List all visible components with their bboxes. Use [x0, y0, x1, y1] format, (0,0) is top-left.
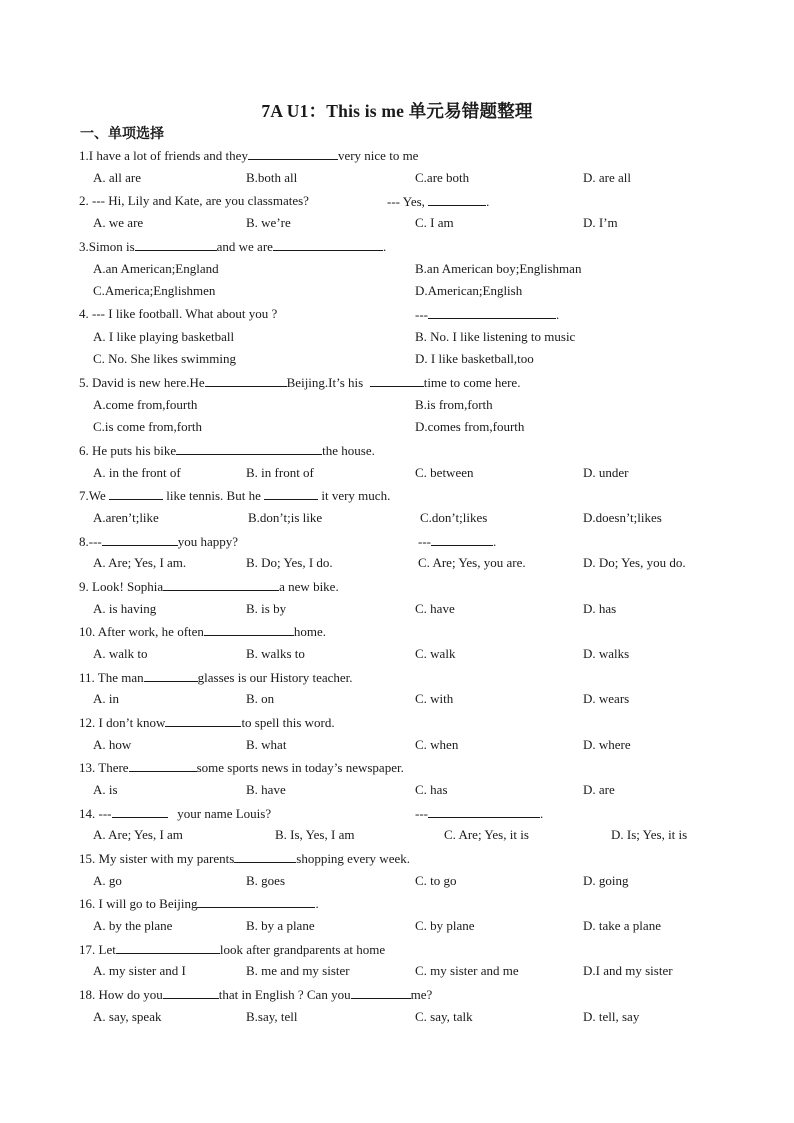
- answer-prefix: ---: [418, 534, 431, 549]
- answer-line: [418, 533, 496, 550]
- question-text: it very much.: [321, 488, 391, 503]
- question-text: 2. --- Hi, Lily and Kate, are you classmates?: [79, 193, 309, 208]
- answer-blank: [351, 986, 411, 999]
- question-text: to spell this word.: [241, 715, 335, 730]
- question-text: 13. There: [79, 760, 129, 775]
- answer-prefix: ---: [415, 806, 428, 821]
- section-heading: 一、单项选择: [80, 126, 164, 142]
- question-text: the house.: [322, 443, 375, 458]
- option-c: C. Are; Yes, you are.: [418, 555, 526, 570]
- answer-line: [415, 805, 543, 822]
- option-c: C. walk: [415, 646, 456, 661]
- question-text: some sports news in today’s newspaper.: [196, 760, 404, 775]
- question-text: 9. Look! Sophia: [79, 579, 164, 594]
- option-a: A. Are; Yes, I am: [93, 827, 183, 842]
- question-text: 18. How do you: [79, 987, 163, 1002]
- option-c: C. say, talk: [415, 1009, 473, 1024]
- question-text: 5. David is new here.He: [79, 375, 205, 390]
- option-d: D. Is; Yes, it is: [611, 827, 688, 842]
- question-text: time to come here.: [423, 375, 521, 390]
- answer-blank: [116, 941, 220, 954]
- question-text: 1.I have a lot of friends and they: [79, 148, 248, 163]
- answer-blank: [176, 442, 322, 455]
- answer-blank: [129, 759, 197, 772]
- option-a: A.come from,fourth: [93, 397, 198, 412]
- answer-blank: [431, 533, 493, 546]
- option-b: B. in front of: [246, 465, 314, 480]
- answer-blank: [163, 578, 279, 591]
- answer-suffix: .: [540, 806, 544, 821]
- question-text: 6. He puts his bike: [79, 443, 177, 458]
- answer-suffix: .: [556, 307, 560, 322]
- option-b: B. is by: [246, 601, 287, 616]
- question-text: 8.---: [79, 534, 102, 549]
- option-c: C. my sister and me: [415, 963, 519, 978]
- option-b: B.is from,forth: [415, 397, 493, 412]
- option-b: B. on: [246, 691, 275, 706]
- question-1: [79, 147, 418, 164]
- option-b: B.don’t;is like: [248, 510, 323, 525]
- question-12: [79, 714, 335, 731]
- question-text: home.: [293, 624, 327, 639]
- answer-blank: [248, 147, 338, 160]
- option-b: B. No. I like listening to music: [415, 329, 576, 344]
- question-18: [79, 986, 432, 1003]
- option-d: D. going: [583, 873, 629, 888]
- question-15: [79, 850, 410, 867]
- question-text: 10. After work, he often: [79, 624, 204, 639]
- option-b: B. by a plane: [246, 918, 315, 933]
- option-d: D. Do; Yes, you do.: [583, 555, 686, 570]
- answer-line: [415, 306, 559, 323]
- answer-prefix: ---: [415, 307, 428, 322]
- option-b: B. me and my sister: [246, 963, 350, 978]
- option-a: A. all are: [93, 170, 142, 185]
- option-b: B. we’re: [246, 215, 291, 230]
- question-text: 16. I will go to Beijing: [79, 896, 198, 911]
- option-c: C. have: [415, 601, 455, 616]
- question-text: me?: [410, 987, 433, 1002]
- question-text: 17. Let: [79, 942, 116, 957]
- question-text: .: [382, 239, 387, 254]
- question-text: very nice to me: [337, 148, 419, 163]
- question-text: you happy?: [177, 534, 239, 549]
- option-b: B. Do; Yes, I do.: [246, 555, 333, 570]
- option-b: B. goes: [246, 873, 285, 888]
- option-c: C. by plane: [415, 918, 475, 933]
- question-text: like tennis. But he: [166, 488, 261, 503]
- option-a: A. in the front of: [93, 465, 181, 480]
- question-text: glasses is our History teacher.: [197, 670, 353, 685]
- page-title: 7A U1：This is me 单元易错题整理: [261, 101, 533, 121]
- option-d: D. has: [583, 601, 617, 616]
- option-c: C. to go: [415, 873, 457, 888]
- answer-blank: [234, 850, 296, 863]
- option-a: A. in: [93, 691, 119, 706]
- option-d: D.doesn’t;likes: [583, 510, 662, 525]
- answer-blank: [163, 986, 219, 999]
- option-a: A. I like playing basketball: [93, 329, 235, 344]
- question-4: [79, 306, 277, 322]
- option-d: D. wears: [583, 691, 630, 706]
- answer-blank: [135, 238, 217, 251]
- question-text: look after grandparents at home: [219, 942, 386, 957]
- option-a: A. how: [93, 737, 132, 752]
- option-c: C.don’t;likes: [420, 510, 488, 525]
- answer-blank: [102, 533, 178, 546]
- question-text: a new bike.: [279, 579, 339, 594]
- question-13: [79, 759, 404, 776]
- option-a: A. my sister and I: [93, 963, 186, 978]
- option-b: B.both all: [246, 170, 298, 185]
- answer-blank: [273, 238, 383, 251]
- option-d: D. take a plane: [583, 918, 661, 933]
- option-a: A. Are; Yes, I am.: [93, 555, 187, 570]
- answer-suffix: .: [493, 534, 497, 549]
- option-a: A. we are: [93, 215, 144, 230]
- option-b: B.an American boy;Englishman: [415, 261, 582, 276]
- option-c: C. when: [415, 737, 459, 752]
- answer-blank: [165, 714, 241, 727]
- question-7: [79, 487, 390, 504]
- option-a: A. by the plane: [93, 918, 173, 933]
- answer-blank: [264, 487, 318, 500]
- option-a: A. is having: [93, 601, 157, 616]
- option-c: C.America;Englishmen: [93, 283, 216, 298]
- answer-blank: [205, 374, 287, 387]
- option-d: D.comes from,fourth: [415, 419, 525, 434]
- answer-blank: [144, 669, 198, 682]
- question-9: [79, 578, 339, 595]
- question-14: [79, 805, 271, 822]
- answer-blank: [197, 895, 315, 908]
- question-text: 14. ---: [79, 806, 112, 821]
- question-8: [79, 533, 238, 550]
- question-text: Beijing.It’s his: [286, 375, 364, 390]
- option-c: C. has: [415, 782, 448, 797]
- question-11: [79, 669, 353, 686]
- option-d: D. walks: [583, 646, 630, 661]
- question-text: 7.We: [79, 488, 106, 503]
- question-text: 11. The man: [79, 670, 144, 685]
- option-c: C.are both: [415, 170, 470, 185]
- option-d: D. under: [583, 465, 629, 480]
- answer-line: [387, 193, 489, 210]
- question-text: 3.Simon is: [79, 239, 135, 254]
- option-b: B. what: [246, 737, 287, 752]
- option-c: C. I am: [415, 215, 454, 230]
- option-c: C. between: [415, 465, 474, 480]
- question-6: [79, 442, 375, 459]
- answer-suffix: .: [486, 194, 490, 209]
- answer-blank: [370, 374, 424, 387]
- question-text: 4. --- I like football. What about you ?: [79, 306, 278, 321]
- question-5: [79, 374, 520, 391]
- option-a: A.an American;England: [93, 261, 219, 276]
- option-b: B. walks to: [246, 646, 305, 661]
- option-c: C. No. She likes swimming: [93, 351, 237, 366]
- option-b: B. Is, Yes, I am: [275, 827, 355, 842]
- question-16: [79, 895, 319, 912]
- answer-blank: [109, 487, 163, 500]
- option-d: D. tell, say: [583, 1009, 640, 1024]
- option-b: B. have: [246, 782, 286, 797]
- option-a: A.aren’t;like: [93, 510, 159, 525]
- question-text: shopping every week.: [296, 851, 410, 866]
- option-d: D. where: [583, 737, 631, 752]
- option-c: C. Are; Yes, it is: [444, 827, 529, 842]
- question-text: 12. I don’t know: [79, 715, 166, 730]
- option-d: D. are: [583, 782, 615, 797]
- option-d: D.American;English: [415, 283, 523, 298]
- question-17: [79, 941, 385, 958]
- answer-blank: [112, 805, 168, 818]
- question-text: and we are: [216, 239, 273, 254]
- option-a: A. walk to: [93, 646, 148, 661]
- option-c: C. with: [415, 691, 454, 706]
- question-10: [79, 623, 326, 640]
- option-d: D. are all: [583, 170, 632, 185]
- option-d: D. I’m: [583, 215, 618, 230]
- answer-blank: [204, 623, 294, 636]
- answer-blank: [428, 306, 556, 319]
- option-c: C.is come from,forth: [93, 419, 203, 434]
- option-a: A. say, speak: [93, 1009, 162, 1024]
- option-a: A. is: [93, 782, 118, 797]
- question-text: 15. My sister with my parents: [79, 851, 235, 866]
- answer-blank: [428, 193, 486, 206]
- answer-blank: [428, 805, 540, 818]
- option-b: B.say, tell: [246, 1009, 298, 1024]
- option-d: D. I like basketball,too: [415, 351, 534, 366]
- option-a: A. go: [93, 873, 122, 888]
- question-text: your name Louis?: [167, 806, 272, 821]
- question-3: [79, 238, 386, 255]
- option-d: D.I and my sister: [583, 963, 673, 978]
- question-text: .: [315, 896, 319, 911]
- question-text: that in English ? Can you: [218, 987, 351, 1002]
- question-2: [79, 193, 309, 209]
- answer-prefix: --- Yes,: [387, 194, 429, 209]
